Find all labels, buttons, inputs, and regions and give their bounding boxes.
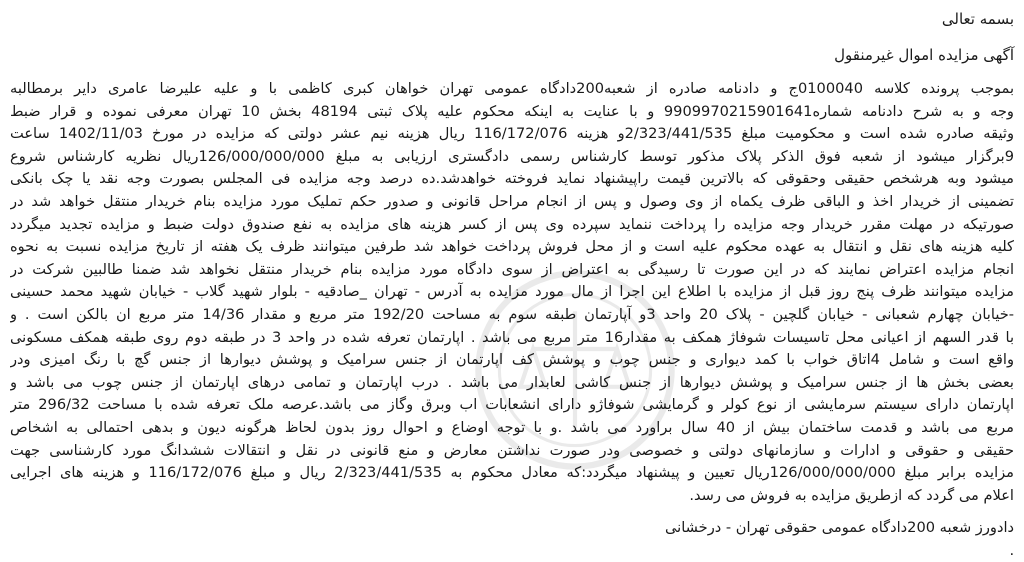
body-line: بموجب پرونده کلاسه 0100040ج و دادنامه صادره از شعبه200دادگاه عمومی تهران خواهان کبری کاظمی با و علیه علیرضا عامری دایر برمطالبه bbox=[10, 80, 1014, 97]
body-line: واقع است و شامل 4اتاق خواب با کمد دیواری و جنس چوب و پوشش کف اپارتمان از جنس سرامیک و پوشش دیوارها از جنس گچ با رنگ امیزی ودر bbox=[10, 351, 1014, 369]
body-line: وثیقه صادره شده است و محکومیت مبلغ 2/323/441/535و هزینه 116/172/076 ریال هزینه نیم عشر دولتی که مزایده در مورخ 1402/11/03 ساعت bbox=[10, 125, 1014, 143]
body-line: 9برگزار میشود از شعبه فوق الذکر پلاک مذکور توسط کارشناس رسمی دادگستری ارزیابی به مبلغ 126/000/000/000ریال نظریه کارشناس شروع bbox=[10, 147, 1014, 165]
body-line: اپارتمان دارای سیستم سرمایشی از نوع کولر و گرمایشی شوفاژو دارای انشعابات اب وبرق وگاز می باشد.عرصه ملک تعرفه شده با مساحت 296/32 متر bbox=[10, 396, 1014, 414]
spacer bbox=[10, 66, 1014, 78]
body-line: -خیابان چهارم شعبانی - خیابان گلچین - پلاک 20 واحد 3و آپارتمان طبقه سوم به مساحت 192/20 متر مربع و مقدار 14/36 متر مربع ان بالکن است . و bbox=[10, 305, 1014, 323]
body-line: انجام مزایده اعتراض نمایند که در این صورت تا رسیدگی به اعتراض از سوی دادگاه مورد مزایده بنام خریدار منتقل نخواهد شد ضمنا طالبین شرکت در bbox=[10, 260, 1014, 278]
body-line: وجه و به شرح دادنامه شماره9909970215901641 و با عنایت به اینکه محکوم علیه پلاک ثبتی 48194 بخش 10 تهران معرفی نموده و قرار ضبط bbox=[10, 102, 1014, 120]
notice-title: آگهی مزایده اموال غیرمنقول bbox=[834, 46, 1014, 64]
footer-mark: . bbox=[1009, 541, 1014, 559]
invocation-heading: بسمه تعالی bbox=[941, 10, 1014, 28]
body-line: میشود وبه هرشخص حقیقی وحقوقی که بالاترین قیمت راپیشنهاد نماید فروخته خواهدشد.ده درصد وجه مزایده فی المجلس بصورت وجه نقد یا چک بانکی bbox=[10, 170, 1014, 188]
body-line: بعضی بخش ها از جنس سرامیک و پوشش دیوارها از جنس کاشی لعابدار می باشد . درب اپارتمان و تمامی درهای اپارتمان از جنس چوب می باشد و bbox=[10, 373, 1014, 391]
body-line-last: اعلام می گردد که ازطریق مزایده به فروش می رسد. bbox=[689, 486, 1014, 504]
body-line: حقیقی و حقوقی و ادارات و سازمانهای دولتی و خصوصی ودر صورت نداشتن معارض و منع قانونی در نقل و انتقالات ششدانگ مورد کارشناسی جهت bbox=[10, 441, 1014, 459]
spacer bbox=[10, 30, 1014, 44]
body-line: تضمینی از خریدار اخذ و الباقی ظرف یکماه از وی وصول و پس از انجام مراحل قانونی و صدور حکم تملیک مورد مزایده بنام خریدار منتقل خواهد شد در bbox=[10, 192, 1014, 210]
notice-body bbox=[10, 78, 1014, 507]
notice-footer bbox=[10, 517, 1014, 562]
body-line: صورتیکه در مهلت مقرر خریدار وجه مزایده را پرداخت ننماید سپرده وی پس از کسر هزینه های مزایده به نفع صندوق دولت ضبط و مزایده تجدید میگردد bbox=[10, 215, 1014, 233]
signature-line: دادورز شعبه 200دادگاه عمومی حقوقی تهران - درخشانی bbox=[664, 519, 1014, 537]
body-line: مزایده برابر مبلغ 126/000/000/000ریال تعیین و پیشنهاد میگردد:که معادل محکوم به 2/323/441/535 ریال و مبلغ 116/172/076 و هزینه های اجرایی bbox=[10, 464, 1014, 482]
body-line: مزایده میتوانند ظرف پنج روز قبل از مزایده با اطلاع این اجرا از مال مورد مزایده به آدرس - تهران _صادقیه - بلوار شهید گلاب - خیابان شهید محمد حسینی bbox=[10, 283, 1014, 301]
body-line: با قدر السهم از اعیانی محل تاسیسات شوفاژ همکف به مقدار16 متر مربع می باشد . اپارتمان تعرفه شده در واحد 3 در طبقه دوم روی طبقه همکف مسکونی bbox=[10, 328, 1014, 346]
body-line: کلیه هزینه های نقل و انتقال به عهده محکوم علیه است و از محل فروش پرداخت خواهد شد طرفین میتوانند ظرف یک هفته از تاریخ مزایده نسبت به نحوه bbox=[10, 238, 1014, 256]
body-line: مربع می باشد و قدمت ساختمان بیش از 40 سال براورد می باشد .و با توجه اوضاع و احوال روز بدون لحاظ هرگونه دیون و بدهی احتمالی به اشخاص bbox=[10, 418, 1014, 436]
